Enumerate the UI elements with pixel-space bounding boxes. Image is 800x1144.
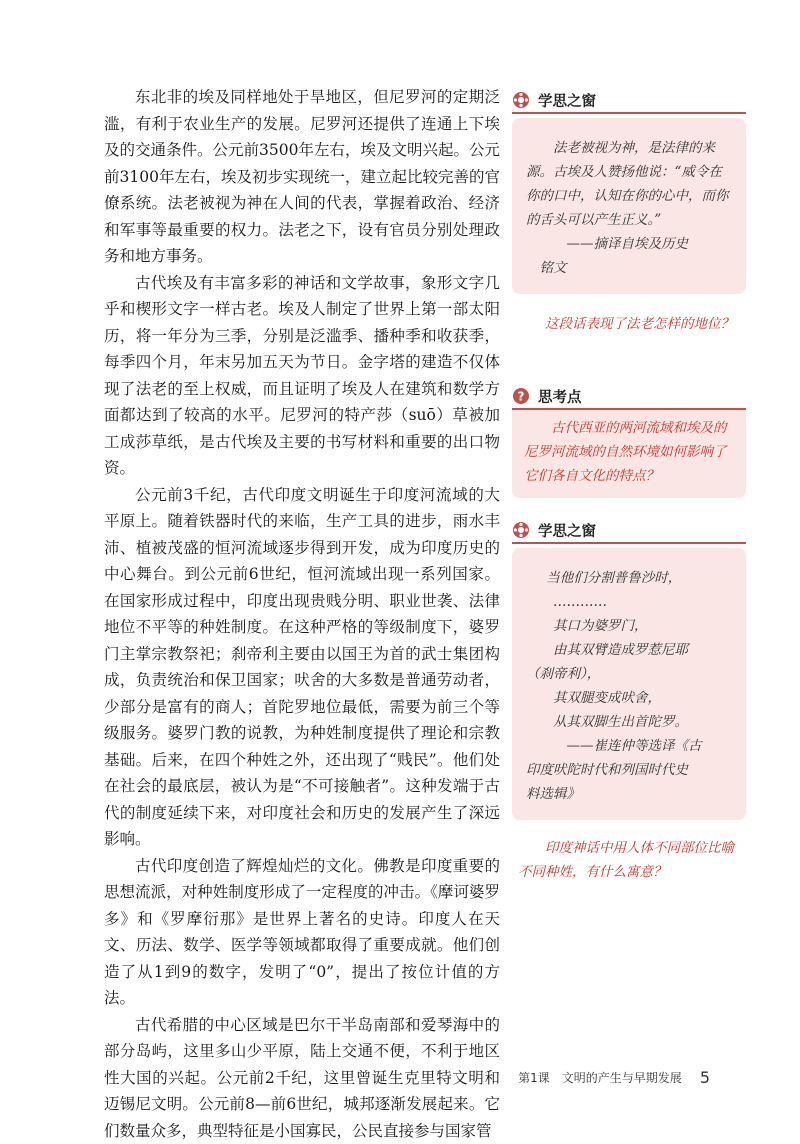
svg-text:?: ? (518, 390, 525, 404)
poem-line: ………… (526, 590, 732, 614)
flower-icon (512, 91, 530, 109)
quote-text: 法老被视为神，是法律的来源。古埃及人赞扬他说：“威令在你的口中，认知在你的心中，而你的舌头可以产生正义。” (526, 136, 732, 232)
paragraph-greece: 古代希腊的中心区域是巴尔干半岛南部和爱琴海中的部分岛屿，这里多山少平原，陆上交通不便，不利于地区性大国的兴起。公元前2千纪，这里曾诞生克里特文明和迈锡尼文明。公元前8—前6世纪，城邦逐渐发展起来。它们数量众多，典型特征是小国寡民，公民直接参与国家管 (104, 1012, 500, 1144)
poem-line: 其口为婆罗门， (526, 614, 732, 638)
sidebar-box-think-point (512, 384, 746, 498)
box-question: 印度神话中用人体不同部位比喻不同种姓，有什么寓意？ (518, 836, 740, 884)
main-text (104, 84, 500, 1144)
paragraph-india-caste: 公元前3千纪，古代印度文明诞生于印度河流域的大平原上。随着铁器时代的来临，生产工具的进步，雨水丰沛、植被茂盛的恒河流域逐步得到开发，成为印度历史的中心舞台。到公元前6世纪，恒河流域出现一系列国家。在国家形成过程中，印度出现贵贱分明、职业世袭、法律地位不平等的种姓制度。在这种严格的等级制度下，婆罗门主掌宗教祭祀；刹帝利主要由以国王为首的武士集团构成，负责统治和保卫国家；吠舍的大多数是普通劳动者，少部分是富有的商人；首陀罗地位最低，需要为前三个等级服务。婆罗门教的说教，为种姓制度提供了理论和宗教基础。后来，在四个种姓之外，还出现了“贱民”。他们处在社会的最底层，被认为是“不可接触者”。这种发端于古代的制度延续下来，对印度社会和历史的发展产生了深远影响。 (104, 482, 500, 853)
paragraph-india-culture: 古代印度创造了辉煌灿烂的文化。佛教是印度重要的思想流派，对种姓制度形成了一定程度的冲击。《摩诃婆罗多》和《罗摩衍那》是世界上著名的史诗。印度人在天文、历法、数学、医学等领域都取得了重要成就。他们创造了从1到9的数字，发明了“0”，提出了按位计值的方法。 (104, 853, 500, 1012)
poem-line: （刹帝利）， (526, 662, 732, 686)
quote-source: ——摘译自埃及历史 (526, 232, 732, 256)
box-header (512, 518, 746, 544)
poem-line: 其双腿变成吠舍， (526, 686, 732, 710)
box-title: 学思之窗 (538, 520, 596, 541)
box-header (512, 384, 746, 410)
page-footer (518, 1068, 710, 1087)
poem-source: ——崔连仲等选译《古 (526, 734, 732, 758)
page-number: 5 (700, 1068, 710, 1087)
paragraph-egypt-politics: 东北非的埃及同样地处于旱地区，但尼罗河的定期泛滥，有利于农业生产的发展。尼罗河还提供了连通上下埃及的交通条件。公元前3500年左右，埃及文明兴起。公元前3100年左右，埃及初步实现统一，建立起比较完善的官僚系统。法老被视为神在人间的代表，掌握着政治、经济和军事等最重要的权力。法老之下，设有官员分别处理政务和地方事务。 (104, 84, 500, 270)
question-icon (512, 387, 530, 405)
box-question: 这段话表现了法老怎样的地位？ (518, 312, 740, 336)
sidebar-box-study-window-2 (512, 518, 746, 884)
think-text: 古代西亚的两河流域和埃及的尼罗河流域的自然环境如何影响了它们各自文化的特点？ (512, 410, 746, 498)
quote-box (512, 118, 746, 294)
poem-box (512, 548, 746, 820)
poem-line: 从其双脚生出首陀罗。 (526, 710, 732, 734)
poem-source-cont: 印度吠陀时代和列国时代史 (526, 758, 732, 782)
box-title: 学思之窗 (538, 90, 596, 111)
box-title: 思考点 (538, 386, 582, 407)
box-header (512, 88, 746, 114)
poem-source-cont: 料选辑》 (526, 782, 732, 806)
poem-line: 由其双臂造成罗惹尼耶 (526, 638, 732, 662)
lesson-title: 第1课 文明的产生与早期发展 (518, 1069, 682, 1086)
sidebar-box-study-window-1 (512, 88, 746, 336)
quote-source-cont: 铭文 (526, 256, 732, 280)
poem-line: 当他们分割普鲁沙时， (526, 566, 732, 590)
flower-icon (512, 521, 530, 539)
paragraph-egypt-culture: 古代埃及有丰富多彩的神话和文学故事，象形文字几乎和楔形文字一样古老。埃及人制定了世界上第一部太阳历，将一年分为三季，分别是泛滥季、播种季和收获季，每季四个月，年末另加五天为节日。金字塔的建造不仅体现了法老的至上权威，而且证明了埃及人在建筑和数学方面都达到了较高的水平。尼罗河的特产莎（suō）草被加工成莎草纸，是古代埃及主要的书写材料和重要的出口物资。 (104, 270, 500, 482)
